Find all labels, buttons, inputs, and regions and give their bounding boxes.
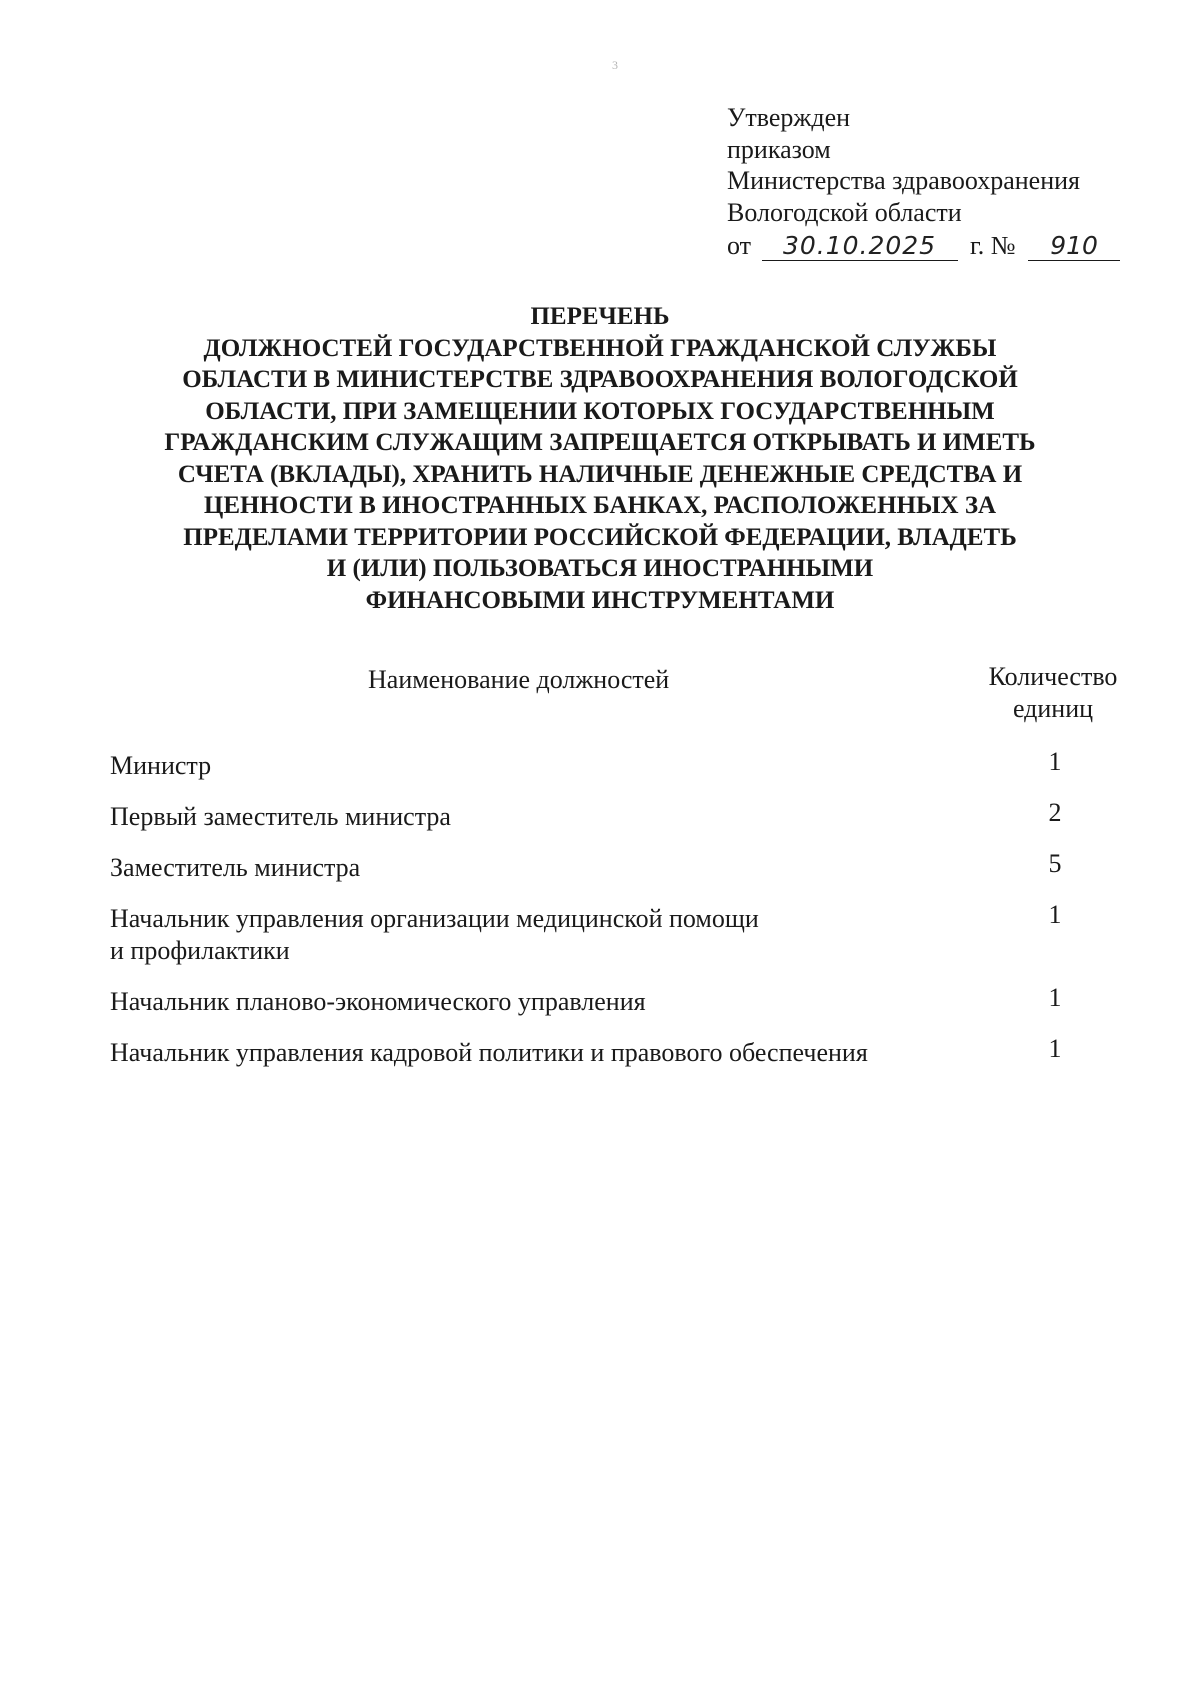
table-row: [110, 900, 1110, 967]
position-name: Министр: [110, 751, 212, 780]
approval-line: Вологодской области: [727, 197, 962, 227]
position-count: 1: [1048, 747, 1062, 776]
table-row: [110, 983, 1110, 1018]
approval-date-line: [727, 230, 1120, 262]
document-title-block: [100, 301, 1100, 616]
positions-table: [110, 747, 1110, 1069]
subtitle-line: ЦЕННОСТИ В ИНОСТРАННЫХ БАНКАХ, РАСПОЛОЖЕННЫХ ЗА: [203, 492, 997, 519]
table-row: [110, 849, 1110, 884]
position-count: 2: [1048, 798, 1062, 827]
document-title: ПЕРЕЧЕНЬ: [530, 303, 670, 330]
position-count: 5: [1048, 849, 1062, 878]
position-name: Заместитель министра: [110, 853, 361, 882]
subtitle-line: ОБЛАСТИ В МИНИСТЕРСТВЕ ЗДРАВООХРАНЕНИЯ ВОЛОГОДСКОЙ: [182, 366, 1018, 393]
position-name: Первый заместитель министра: [110, 802, 451, 831]
handwritten-date: 30.10.2025: [762, 232, 958, 261]
subtitle-line: ГРАЖДАНСКИМ СЛУЖАЩИМ ЗАПРЕЩАЕТСЯ ОТКРЫВАТЬ И ИМЕТЬ: [164, 429, 1036, 456]
position-name-continuation: и профилактики: [110, 936, 290, 965]
table-row: [110, 747, 1110, 782]
position-name: Начальник планово-экономического управления: [110, 987, 646, 1016]
subtitle-line: ФИНАНСОВЫМИ ИНСТРУМЕНТАМИ: [365, 586, 835, 614]
page-number-mark: 3: [612, 58, 618, 72]
column-header-quantity: [975, 661, 1131, 725]
approval-stamp: [727, 102, 1120, 262]
subtitle-line: СЧЕТА (ВКЛАДЫ), ХРАНИТЬ НАЛИЧНЫЕ ДЕНЕЖНЫЕ СРЕДСТВА И: [177, 460, 1023, 488]
column-header-position-name: Наименование должностей: [368, 665, 670, 694]
position-count: 1: [1048, 900, 1062, 929]
subtitle-line: ПРЕДЕЛАМИ ТЕРРИТОРИИ РОССИЙСКОЙ ФЕДЕРАЦИИ, ВЛАДЕТЬ: [183, 523, 1017, 551]
subtitle-line: ДОЛЖНОСТЕЙ ГОСУДАРСТВЕННОЙ ГРАЖДАНСКОЙ СЛУЖБЫ: [203, 334, 997, 362]
position-count: 1: [1048, 1034, 1062, 1063]
position-count: 1: [1048, 983, 1062, 1012]
subtitle-line: ОБЛАСТИ, ПРИ ЗАМЕЩЕНИИ КОТОРЫХ ГОСУДАРСТВЕННЫМ: [205, 397, 995, 425]
number-prefix: г. №: [970, 231, 1016, 260]
handwritten-order-number: 910: [1028, 232, 1120, 261]
date-prefix: от: [727, 231, 752, 260]
position-name: Начальник управления организации медицинской помощи: [110, 904, 759, 933]
position-name: Начальник управления кадровой политики и правового обеспечения: [110, 1038, 868, 1067]
column-header-quantity-line: единиц: [1012, 694, 1094, 723]
table-row: [110, 798, 1110, 833]
column-header-quantity-line: Количество: [988, 662, 1118, 691]
approval-line: Утвержден: [727, 103, 851, 132]
approval-line: Министерства здравоохранения: [727, 166, 1080, 195]
approval-line: приказом: [727, 134, 831, 164]
table-row: [110, 1034, 1110, 1069]
subtitle-line: И (ИЛИ) ПОЛЬЗОВАТЬСЯ ИНОСТРАННЫМИ: [326, 555, 874, 582]
